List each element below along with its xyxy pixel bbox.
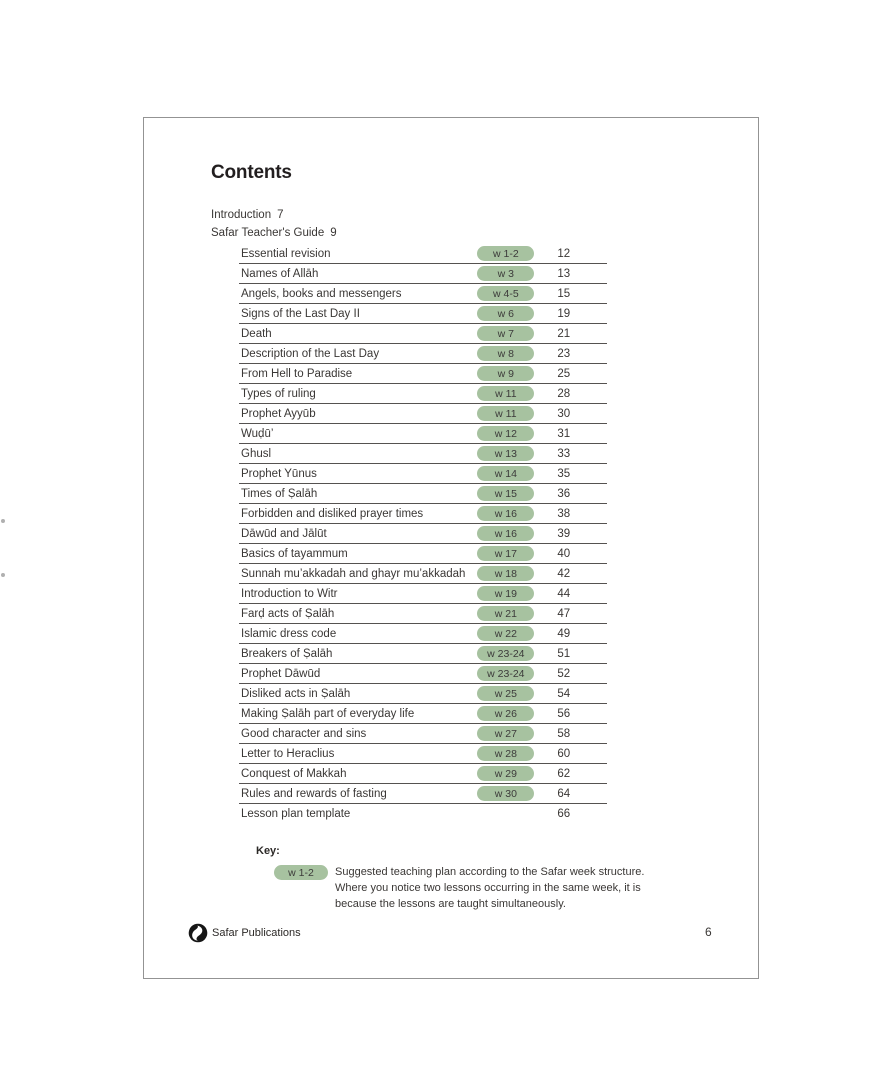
toc-row-title: Conquest of Makkah (241, 767, 347, 780)
toc-row-page: 64 (557, 787, 571, 800)
toc-row-title: Wuḍū’ (241, 427, 274, 440)
toc-row-page: 51 (557, 647, 571, 660)
toc-row (239, 364, 607, 384)
toc-row-title: Prophet Dāwūd (241, 667, 321, 680)
toc-row (239, 284, 607, 304)
toc-row-title: Names of Allāh (241, 267, 319, 280)
toc-row (239, 464, 607, 484)
toc-row (239, 304, 607, 324)
toc-week-badge: w 21 (477, 606, 534, 621)
toc-row-page: 66 (557, 808, 571, 820)
toc-row-title: Description of the Last Day (241, 347, 380, 360)
toc-row (239, 344, 607, 364)
toc-row (239, 244, 607, 264)
intro-item-title: Introduction (211, 209, 272, 221)
toc-row-title: Letter to Heraclius (241, 747, 335, 760)
toc-row (239, 524, 607, 544)
intro-item-title: Safar Teacher's Guide (211, 227, 325, 239)
key-description: Suggested teaching plan according to the Safar week structure. Where you notice two lessons occurring in the same week, it is because the lessons are taught simultaneously. (335, 866, 645, 910)
toc-week-badge: w 27 (477, 726, 534, 741)
toc-row-title: Angels, books and messengers (241, 287, 402, 300)
toc-row (239, 384, 607, 404)
toc-row (239, 404, 607, 424)
scan-artifact-dot (1, 573, 5, 577)
toc-row (239, 264, 607, 284)
toc-week-badge: w 19 (477, 586, 534, 601)
toc-week-badge: w 28 (477, 746, 534, 761)
toc-row-title: Rules and rewards of fasting (241, 787, 387, 800)
toc-row (239, 484, 607, 504)
toc-row (239, 604, 607, 624)
toc-row-title: Signs of the Last Day II (241, 307, 360, 320)
toc-row-page: 56 (557, 707, 571, 720)
toc-week-badge: w 30 (477, 786, 534, 801)
toc-row (239, 724, 607, 744)
toc-row-page: 15 (557, 287, 571, 300)
toc-row-page: 52 (557, 667, 571, 680)
toc-row-page: 13 (557, 267, 571, 280)
folio-page-number: 6 (705, 925, 712, 939)
toc-week-badge: w 12 (477, 426, 534, 441)
toc-row-page: 28 (557, 387, 571, 400)
toc-week-badge: w 29 (477, 766, 534, 781)
key-label: Key: (256, 845, 280, 857)
toc-row-page: 42 (557, 567, 571, 580)
key-section (256, 845, 659, 912)
key-week-badge: w 1-2 (274, 865, 328, 880)
toc-week-badge: w 15 (477, 486, 534, 501)
toc-row-title: Prophet Yūnus (241, 467, 317, 480)
toc-row-page: 62 (557, 767, 571, 780)
toc-row (239, 684, 607, 704)
toc-row-title: Disliked acts in Ṣalāh (241, 687, 351, 700)
toc-row-page: 36 (557, 487, 571, 500)
toc-week-badge: w 25 (477, 686, 534, 701)
page-title: Contents (211, 162, 292, 183)
toc-row-title: Ghusl (241, 447, 272, 460)
toc-row (239, 704, 607, 724)
toc-row-page: 12 (557, 247, 571, 260)
toc-row-page: 49 (557, 627, 571, 640)
toc-row-page: 58 (557, 727, 571, 740)
toc-row (239, 584, 607, 604)
toc-row-title: Prophet Ayyūb (241, 407, 316, 420)
toc-row-page: 39 (557, 527, 571, 540)
toc-row-page: 44 (557, 587, 571, 600)
intro-item (211, 224, 337, 242)
toc-row (239, 444, 607, 464)
toc-row (239, 744, 607, 764)
toc-row-page: 38 (557, 507, 571, 520)
toc-week-badge: w 18 (477, 566, 534, 581)
toc-row-title: Forbidden and disliked prayer times (241, 507, 424, 520)
toc-week-badge: w 17 (477, 546, 534, 561)
toc-week-badge: w 14 (477, 466, 534, 481)
toc-week-badge: w 26 (477, 706, 534, 721)
toc-row-page: 47 (557, 607, 571, 620)
toc-row (239, 504, 607, 524)
toc-row-page: 30 (557, 407, 571, 420)
toc-row-title: Good character and sins (241, 727, 367, 740)
toc-row-page: 25 (557, 367, 571, 380)
toc-table (239, 244, 607, 824)
intro-item-page: 9 (330, 227, 337, 239)
toc-row-title: Lesson plan template (241, 808, 351, 820)
toc-week-badge: w 16 (477, 506, 534, 521)
toc-row (239, 804, 607, 824)
toc-row (239, 324, 607, 344)
toc-row (239, 664, 607, 684)
toc-week-badge: w 3 (477, 266, 534, 281)
toc-row-title: Breakers of Ṣalāh (241, 647, 333, 660)
toc-week-badge: w 11 (477, 386, 534, 401)
toc-row-page: 60 (557, 747, 571, 760)
toc-row-title: Death (241, 327, 272, 340)
toc-row-page: 40 (557, 547, 571, 560)
toc-row (239, 544, 607, 564)
publisher-name: Safar Publications (212, 927, 301, 939)
toc-row-page: 23 (557, 347, 571, 360)
toc-week-badge: w 1-2 (477, 246, 534, 261)
toc-row (239, 784, 607, 804)
toc-week-badge: w 6 (477, 306, 534, 321)
document-page (143, 117, 759, 979)
toc-row-title: Basics of tayammum (241, 547, 348, 560)
toc-row-page: 31 (557, 427, 571, 440)
toc-week-badge: w 9 (477, 366, 534, 381)
toc-week-badge: w 13 (477, 446, 534, 461)
toc-row-page: 21 (557, 327, 571, 340)
intro-list (211, 206, 337, 242)
toc-row (239, 424, 607, 444)
scan-artifact-dot (1, 519, 5, 523)
toc-row (239, 624, 607, 644)
safar-logo-icon (188, 923, 208, 943)
toc-row (239, 644, 607, 664)
toc-row (239, 564, 607, 584)
toc-row-title: From Hell to Paradise (241, 367, 353, 380)
toc-row-page: 35 (557, 467, 571, 480)
toc-row-title: Types of ruling (241, 387, 316, 400)
toc-row-title: Farḍ acts of Ṣalāh (241, 607, 335, 620)
toc-week-badge: w 16 (477, 526, 534, 541)
key-row (256, 864, 659, 912)
toc-week-badge: w 4-5 (477, 286, 534, 301)
toc-row-title: Sunnah mu’akkadah and ghayr mu’akkadah (241, 567, 466, 580)
toc-row-title: Introduction to Witr (241, 587, 338, 600)
toc-row-title: Dāwūd and Jālūt (241, 527, 327, 540)
toc-row-page: 54 (557, 687, 571, 700)
toc-row (239, 764, 607, 784)
toc-week-badge: w 8 (477, 346, 534, 361)
toc-week-badge: w 7 (477, 326, 534, 341)
toc-row-page: 33 (557, 447, 571, 460)
toc-week-badge: w 11 (477, 406, 534, 421)
toc-row-title: Islamic dress code (241, 627, 337, 640)
intro-item (211, 206, 337, 224)
toc-week-badge: w 23-24 (477, 666, 534, 681)
toc-row-title: Times of Ṣalāh (241, 487, 318, 500)
intro-item-page: 7 (277, 209, 284, 221)
toc-week-badge: w 22 (477, 626, 534, 641)
toc-week-badge: w 23-24 (477, 646, 534, 661)
toc-row-page: 19 (557, 307, 571, 320)
toc-row-title: Essential revision (241, 247, 331, 260)
toc-row-title: Making Ṣalāh part of everyday life (241, 707, 415, 720)
